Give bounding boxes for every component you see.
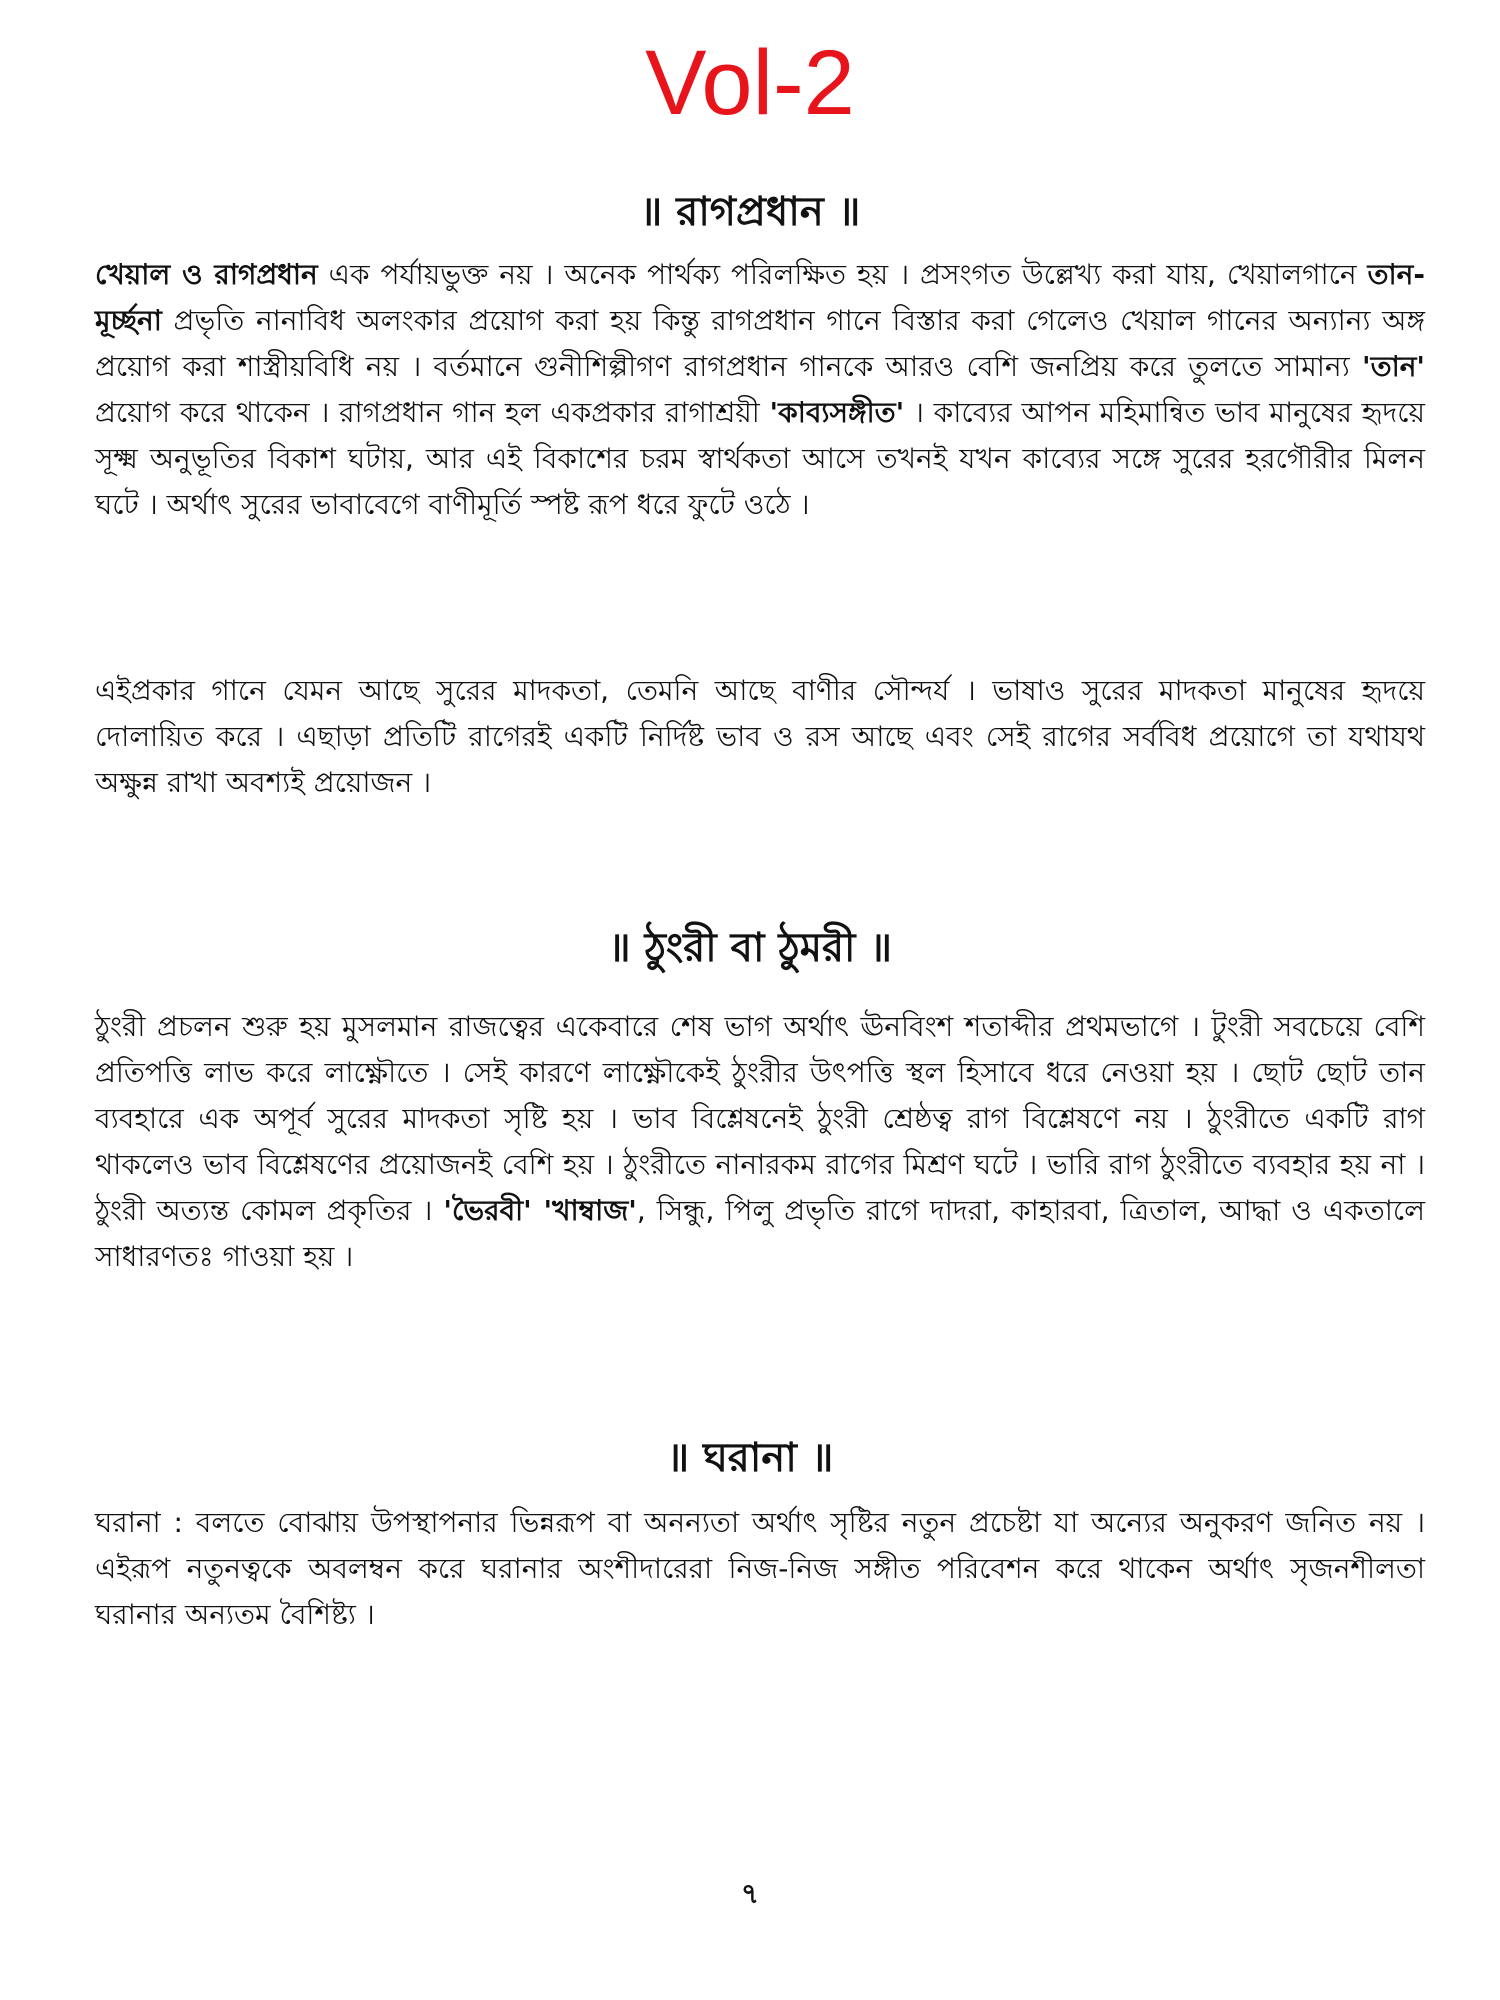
bold-phrase: 'ভৈরবী' 'খাম্বাজ': [443, 1194, 637, 1227]
text-run: । কাব্যের আপন মহিমান্বিত ভাব মানুষের হৃদয়ে সূক্ষ্ম অনুভূতির বিকাশ ঘটায়, আর এই বিকাশের চরম স্বার্থকতা আসে তখনই যখন কাব্যের সঙ্গে সুরের হরগৌরীর মিলন ঘটে । অর্থাৎ সুরের ভাবাবেগে বাণীমূর্তি স্পষ্ট রূপ ধরে ফুটে ওঠে ।: [95, 396, 1425, 521]
section-heading-raga-pradhan: ॥ রাগপ্রধান ॥: [639, 189, 861, 235]
text-run: প্রয়োগ করে থাকেন । রাগপ্রধান গান হল একপ্রকার রাগাশ্রয়ী: [95, 396, 770, 429]
bold-phrase: খেয়াল ও রাগপ্রধান: [95, 258, 318, 291]
paragraph-raga-pradhan-1: [95, 252, 1425, 528]
section-heading-thumri: ॥ ঠুংরী বা ঠুমরী ॥: [608, 925, 892, 971]
paragraph-raga-pradhan-2: এইপ্রকার গানে যেমন আছে সুরের মাদকতা, তেমনি আছে বাণীর সৌন্দর্য । ভাষাও সুরের মাদকতা মানুষের হৃদয়ে দোলায়িত করে । এছাড়া প্রতিটি রাগেরই একটি নির্দিষ্ট ভাব ও রস আছে এবং সেই রাগের সর্ববিধ প্রয়োগে তা যথাযথ অক্ষুন্ন রাখা অবশ্যই প্রয়োজন ।: [95, 674, 1425, 799]
paragraph-thumri: [95, 1004, 1425, 1280]
bold-phrase: 'তান': [1362, 350, 1425, 383]
volume-label: Vol-2: [645, 32, 855, 134]
text-run: ঠুংরী প্রচলন শুরু হয় মুসলমান রাজত্বের একেবারে শেষ ভাগ অর্থাৎ ঊনবিংশ শতাব্দীর প্রথমভাগে । টুংরী সবচেয়ে বেশি প্রতিপত্তি লাভ করে লাক্ষ্ণৌতে । সেই কারণে লাক্ষ্ণৌকেই ঠুংরীর উৎপত্তি স্থল হিসাবে ধরে নেওয়া হয় । ছোট ছোট তান ব্যবহারে এক অপূর্ব সুরের মাদকতা সৃষ্টি হয় । ভাব বিশ্লেষনেই ঠুংরী শ্রেষ্ঠত্ব রাগ বিশ্লেষণে নয় । ঠুংরীতে একটি রাগ থাকলেও ভাব বিশ্লেষণের প্রয়োজনই বেশি হয় । ঠুংরীতে নানারকম রাগের মিশ্রণ ঘটে । ভারি রাগ ঠুংরীতে ব্যবহার হয় না । ঠুংরী অত্যন্ত কোমল প্রকৃতির ।: [95, 1010, 1425, 1227]
text-run: এক পর্যায়ভুক্ত নয় । অনেক পার্থক্য পরিলক্ষিত হয় । প্রসংগত উল্লেখ্য করা যায়, খেয়ালগানে: [317, 258, 1368, 291]
text-run: , সিন্ধু, পিলু প্রভৃতি রাগে দাদরা, কাহারবা, ত্রিতাল, আদ্ধা ও একতালে সাধারণতঃ গাওয়া হয় ।: [95, 1194, 1425, 1273]
page-number: ৭: [740, 1877, 760, 1910]
bold-phrase: 'কাব্যসঙ্গীত': [769, 396, 905, 429]
text-run: প্রভৃতি নানাবিধ অলংকার প্রয়োগ করা হয় কিন্তু রাগপ্রধান গানে বিস্তার করা গেলেও খেয়াল গানের অন্যান্য অঙ্গ প্রয়োগ করা শাস্ত্রীয়বিধি নয় । বর্তমানে গুনীশিল্পীগণ রাগপ্রধান গানকে আরও বেশি জনপ্রিয় করে তুলতে সামান্য: [95, 304, 1425, 383]
section-heading-gharana: ॥ ঘরানা ॥: [666, 1435, 834, 1481]
bold-phrase: তান-মূর্চ্ছনা: [95, 258, 1425, 337]
paragraph-gharana: ঘরানা : বলতে বোঝায় উপস্থাপনার ভিন্নরূপ বা অনন্যতা অর্থাৎ সৃষ্টির নতুন প্রচেষ্টা যা অন্যের অনুকরণ জনিত নয় । এইরূপ নতুনত্বকে অবলম্বন করে ঘরানার অংশীদারেরা নিজ-নিজ সঙ্গীত পরিবেশন করে থাকেন অর্থাৎ সৃজনশীলতা ঘরানার অন্যতম বৈশিষ্ট্য ।: [95, 1506, 1425, 1631]
